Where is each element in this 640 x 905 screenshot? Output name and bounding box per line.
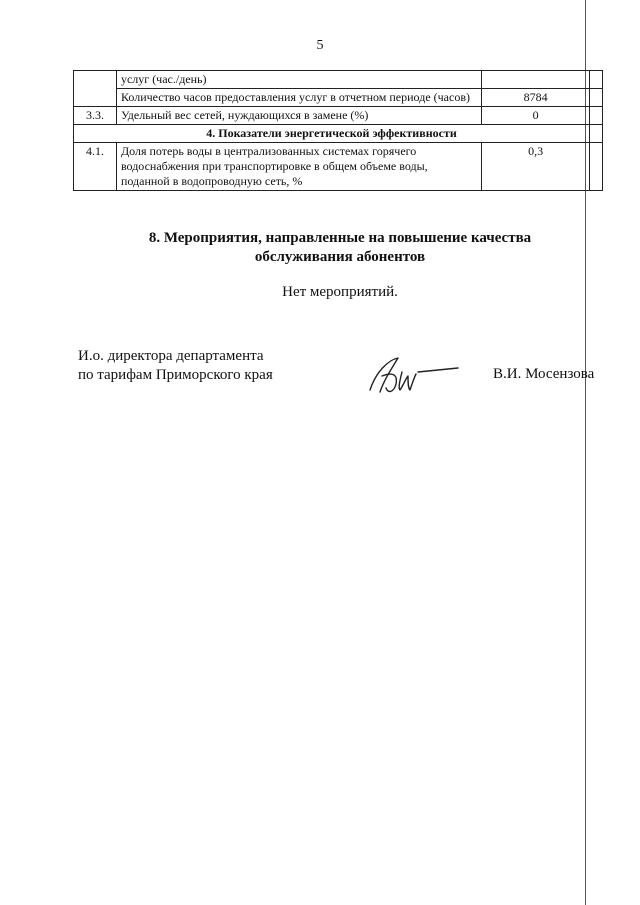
page-number: 5 bbox=[316, 38, 324, 53]
row-number-cell bbox=[74, 71, 117, 107]
row-number-cell: 4.1. bbox=[74, 143, 117, 191]
row-value-cell: 8784 bbox=[482, 89, 590, 107]
table-row bbox=[74, 107, 603, 125]
row-number-cell: 3.3. bbox=[74, 107, 117, 125]
section-header-cell: 4. Показатели энергетической эффективности bbox=[74, 125, 590, 143]
signer-position-line-2: по тарифам Приморского края bbox=[78, 367, 273, 383]
signer-position-line-1: И.о. директора департамента bbox=[78, 348, 264, 364]
row-extra-cell bbox=[590, 71, 603, 89]
row-extra-cell bbox=[590, 107, 603, 125]
row-text-cell: Доля потерь воды в централизованных системах горячего водоснабжения при транспортировке в общем объеме воды, поданной в водопроводную сеть, % bbox=[116, 143, 481, 191]
table-row bbox=[74, 89, 603, 107]
table-row bbox=[74, 143, 603, 191]
row-text-cell: услуг (час./день) bbox=[116, 71, 481, 89]
row-text-cell: Количество часов предоставления услуг в отчетном периоде (часов) bbox=[116, 89, 481, 107]
row-extra-cell bbox=[590, 143, 603, 191]
handwritten-signature bbox=[362, 350, 462, 400]
section-header-row bbox=[74, 125, 603, 143]
row-extra-cell bbox=[590, 89, 603, 107]
table-row bbox=[74, 71, 603, 89]
row-value-cell: 0 bbox=[482, 107, 590, 125]
row-value-cell: 0,3 bbox=[482, 143, 590, 191]
signer-position bbox=[78, 347, 273, 385]
section-8-title-line-1: 8. Мероприятия, направленные на повышение качества bbox=[148, 230, 532, 246]
row-text-cell: Удельный вес сетей, нуждающихся в замене (%) bbox=[116, 107, 481, 125]
no-measures-text: Нет мероприятий. bbox=[282, 284, 398, 300]
signer-name: В.И. Мосензова bbox=[493, 366, 595, 382]
section-8-title-line-2: обслуживания абонентов bbox=[254, 249, 426, 265]
section-8-title bbox=[0, 229, 640, 267]
row-extra-cell bbox=[590, 125, 603, 143]
row-value-cell bbox=[482, 71, 590, 89]
indicators-table bbox=[73, 70, 603, 191]
